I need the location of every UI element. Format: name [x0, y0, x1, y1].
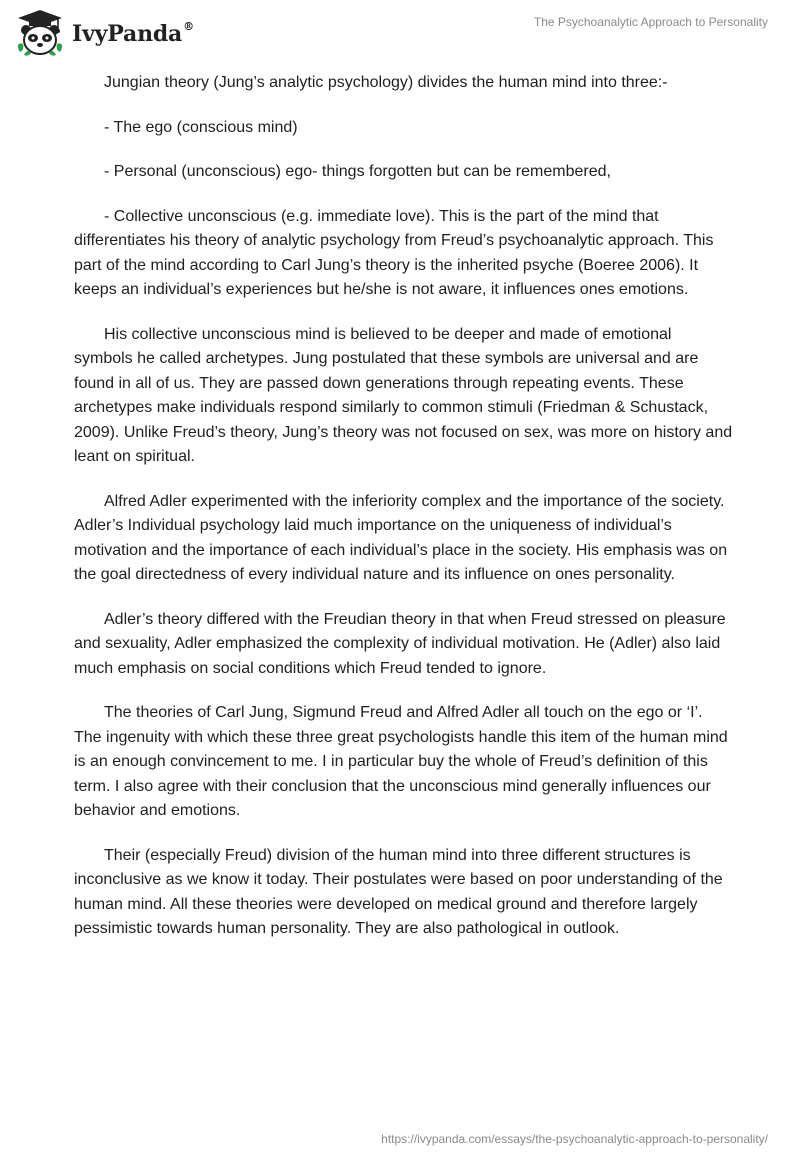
page-header: [0, 0, 800, 70]
registered-mark: ®: [183, 19, 194, 33]
paragraph: - The ego (conscious mind): [104, 118, 298, 136]
paragraph: Their (especially Freud) division of the human mind into three different structures is inconclusive as we know it today. Their postulates were based on poor understanding of the human mind. All these theories were developed on medical ground and therefore largely pessimistic towards human personality. They are also pathological in outlook.: [74, 846, 723, 937]
paragraph: - Personal (unconscious) ego- things forgotten but can be remembered,: [104, 163, 611, 180]
paragraph: The theories of Carl Jung, Sigmund Freud and Alfred Adler all touch on the ego or ‘I’. The ingenuity with which these three great psychologists handle this item of the human mind is an enough convincement to me. I in particular buy the whole of Freud’s definition of this term. I also agree with their conclusion that the unconscious mind generally influences our behavior and emotions.: [74, 704, 728, 819]
paragraph: Alfred Adler experimented with the inferiority complex and the importance of the society. Adler’s Individual psychology laid much importance on the uniqueness of individual’s motivation and the importance of each individual’s place in the society. His emphasis was on the goal directedness of every individual nature and its influence on ones personality.: [74, 492, 728, 583]
brand-name: IvyPanda®: [72, 19, 194, 47]
panda-graduate-icon: [14, 8, 66, 58]
source-url-link[interactable]: https://ivypanda.com/essays/the-psychoanalytic-approach-to-personality/: [381, 1132, 768, 1146]
ivypanda-logo[interactable]: [14, 8, 194, 58]
paragraph: Adler’s theory differed with the Freudian theory in that when Freud stressed on pleasure and sexuality, Adler emphasized the complexity of individual motivation. He (Adler) also laid much emphasis on social conditions which Freud tended to ignore.: [74, 610, 726, 677]
paragraph: His collective unconscious mind is believed to be deeper and made of emotional symbols he called archetypes. Jung postulated that these symbols are universal and are found in all of us. They are passed down generations through repeating events. These archetypes make individuals respond similarly to common stimuli (Friedman & Schustack, 2009). Unlike Freud’s theory, Jung’s theory was not focused on sex, was more on history and leant on spiritual.: [74, 325, 733, 465]
document-title: The Psychoanalytic Approach to Personality: [533, 15, 768, 29]
paragraph: Jungian theory (Jung’s analytic psychology) divides the human mind into three:-: [104, 74, 668, 91]
paragraph: - Collective unconscious (e.g. immediate love). This is the part of the mind that differentiates his theory of analytic psychology from Freud’s psychoanalytic approach. This part of the mind according to Carl Jung’s theory is the inherited psyche (Boeree 2006). It keeps an individual’s experiences but he/she is not aware, it influences ones emotions.: [74, 207, 714, 298]
essay-body: [74, 71, 734, 962]
